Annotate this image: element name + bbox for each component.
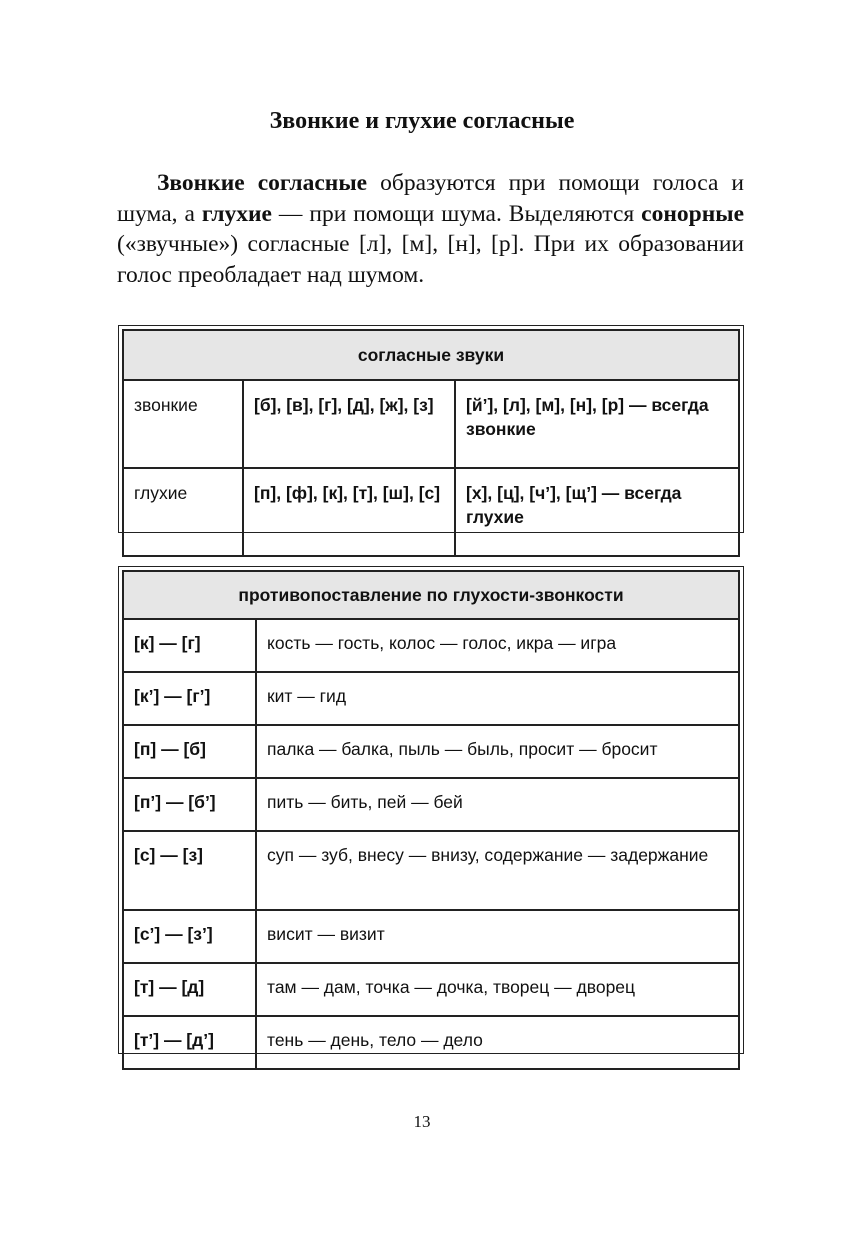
pair-cell: [т] — [д]	[123, 963, 256, 1016]
pair-cell: [п’] — [б’]	[123, 778, 256, 831]
text-run: («звучные») согласные [л], [м], [н], [р]. При их образовании голос преобладает над шумом.	[117, 231, 744, 288]
note-cell: [х], [ц], [ч’], [щ’] — всегда глухие	[455, 468, 739, 556]
pair-cell: [с’] — [з’]	[123, 910, 256, 963]
pair-cell: [т’] — [д’]	[123, 1016, 256, 1069]
pair-cell: [к] — [г]	[123, 619, 256, 672]
table-row	[123, 725, 739, 778]
table-row	[123, 1016, 739, 1069]
table-row	[123, 380, 739, 468]
table-row	[123, 910, 739, 963]
table-row	[123, 778, 739, 831]
term-sonorant: сонорные	[641, 200, 745, 227]
text-run: — при помощи шума. Выделяются	[272, 200, 642, 227]
pair-cell: [с] — [з]	[123, 831, 256, 910]
opposition-table	[118, 566, 744, 1054]
intro-paragraph	[117, 168, 744, 290]
examples-cell: висит — визит	[256, 910, 739, 963]
page-number: 13	[413, 1112, 431, 1131]
row-label: глухие	[123, 468, 243, 556]
examples-cell: кит — гид	[256, 672, 739, 725]
note-cell: [й’], [л], [м], [н], [р] — всегда звонкие	[455, 380, 739, 468]
table-header: согласные звуки	[123, 330, 739, 380]
term-voiced: Звонкие согласные	[157, 170, 368, 196]
consonants-table	[118, 325, 744, 533]
examples-cell: пить — бить, пей — бей	[256, 778, 739, 831]
table-row	[123, 468, 739, 556]
page-title: Звонкие и глухие согласные	[269, 108, 575, 134]
examples-cell: суп — зуб, внесу — внизу, содержание — задержание	[256, 831, 739, 910]
examples-cell: палка — балка, пыль — быль, просит — бросит	[256, 725, 739, 778]
table-row	[123, 672, 739, 725]
table-row	[123, 831, 739, 910]
pair-cell: [п] — [б]	[123, 725, 256, 778]
sounds-cell: [б], [в], [г], [д], [ж], [з]	[243, 380, 455, 468]
pair-cell: [к’] — [г’]	[123, 672, 256, 725]
examples-cell: там — дам, точка — дочка, творец — дворец	[256, 963, 739, 1016]
sounds-cell: [п], [ф], [к], [т], [ш], [с]	[243, 468, 455, 556]
examples-cell: кость — гость, колос — голос, икра — игра	[256, 619, 739, 672]
row-label: звонкие	[123, 380, 243, 468]
examples-cell: тень — день, тело — дело	[256, 1016, 739, 1069]
term-voiceless: глухие	[201, 200, 272, 227]
text-run: образуются при помощи голоса и шума, а	[117, 170, 744, 227]
table-row	[123, 619, 739, 672]
table-row	[123, 963, 739, 1016]
table-header: противопоставление по глухости-звонкости	[123, 571, 739, 619]
